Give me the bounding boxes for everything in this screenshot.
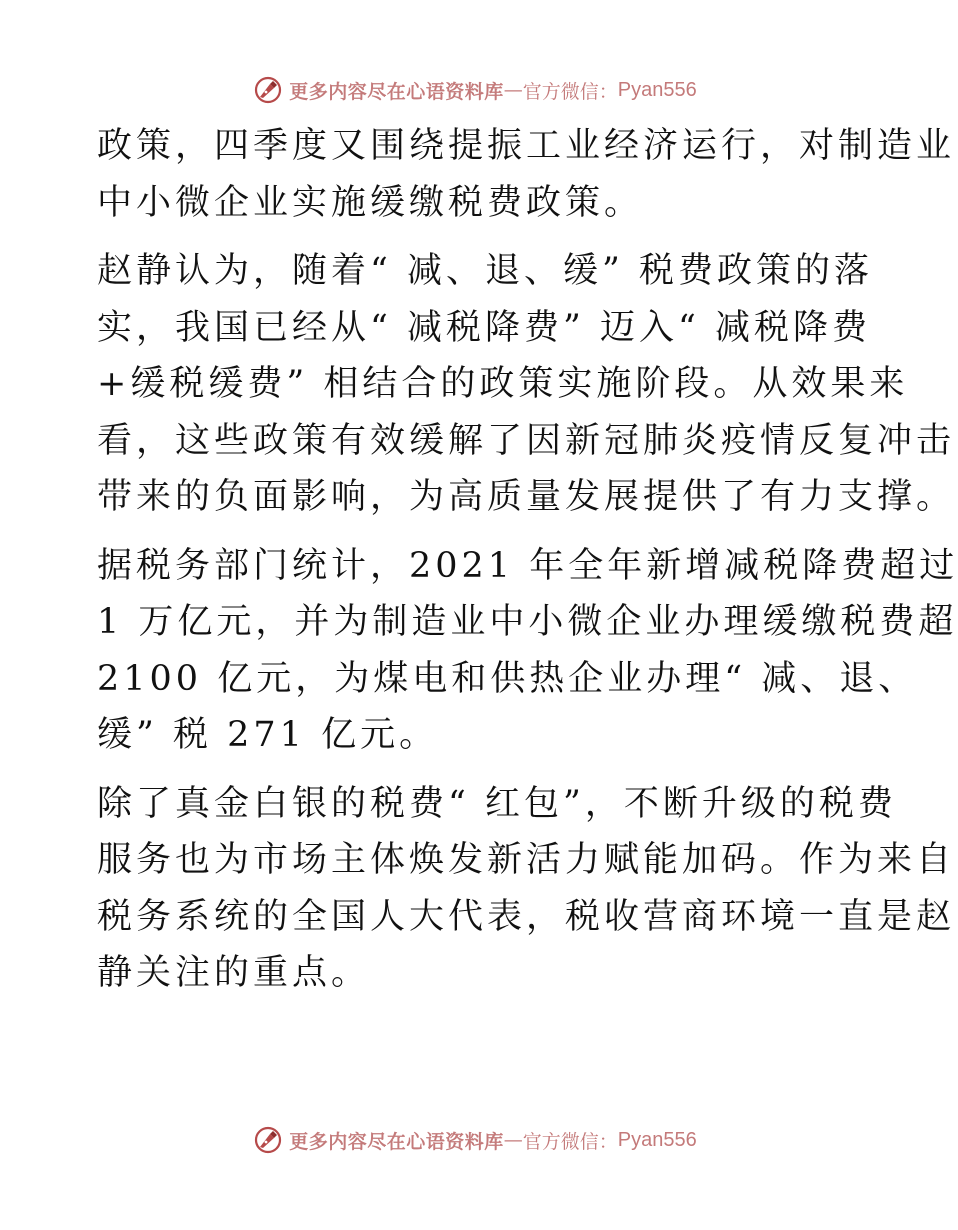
watermark-id: Pyan556 — [617, 1128, 697, 1151]
watermark-dash: — — [503, 79, 523, 101]
text-line: 税务系统的全国人大代表，税收营商环境一直是赵 — [97, 896, 956, 937]
text-line: 服务也为市场主体焕发新活力赋能加码。作为来自 — [97, 840, 956, 880]
paragraph — [97, 243, 956, 526]
watermark-site-text: 更多内容尽在心语资料库 — [289, 80, 504, 103]
paragraph — [97, 776, 956, 1002]
watermark-site-text: 更多内容尽在心语资料库 — [289, 1130, 504, 1153]
text-line: 据税务部门统计，2021 年全年新增减税降费超过 — [97, 545, 958, 586]
footer-watermark — [0, 1120, 950, 1160]
text-line: 带来的负面影响，为高质量发展提供了有力支撑。 — [97, 477, 956, 517]
watermark-dash: — — [503, 1129, 523, 1151]
text-line: 看，这些政策有效缓解了因新冠肺炎疫情反复冲击 — [97, 420, 956, 461]
text-line: 缓” 税 271 亿元。 — [97, 715, 439, 755]
header-watermark — [0, 70, 950, 110]
text-line: 1 万亿元，并为制造业中小微企业办理缓缴税费超 — [97, 602, 958, 642]
paragraph — [97, 538, 958, 764]
watermark-id: Pyan556 — [617, 78, 697, 101]
pen-nib-logo-icon — [253, 75, 283, 105]
pen-nib-logo-icon — [253, 1125, 283, 1155]
text-line: 2100 亿元，为煤电和供热企业办理“ 减、退、 — [97, 658, 918, 699]
text-line: 除了真金白银的税费“ 红包”，不断升级的税费 — [97, 783, 897, 824]
text-line: 实，我国已经从“ 减税降费” 迈入“ 减税降费 — [97, 307, 872, 348]
text-line: 静关注的重点。 — [97, 953, 371, 993]
text-line: 政策，四季度又围绕提振工业经济运行，对制造业 — [97, 126, 956, 166]
watermark-label: 官方微信： — [522, 1130, 618, 1153]
paragraph — [97, 118, 956, 231]
text-line: 中小微企业实施缓缴税费政策。 — [97, 182, 644, 223]
watermark-label: 官方微信： — [522, 80, 618, 103]
text-line: 赵静认为，随着“ 减、退、缓” 税费政策的落 — [97, 251, 874, 291]
text-line: +缓税缓费” 相结合的政策实施阶段。从效果来 — [97, 364, 909, 404]
document-body — [97, 118, 958, 1014]
